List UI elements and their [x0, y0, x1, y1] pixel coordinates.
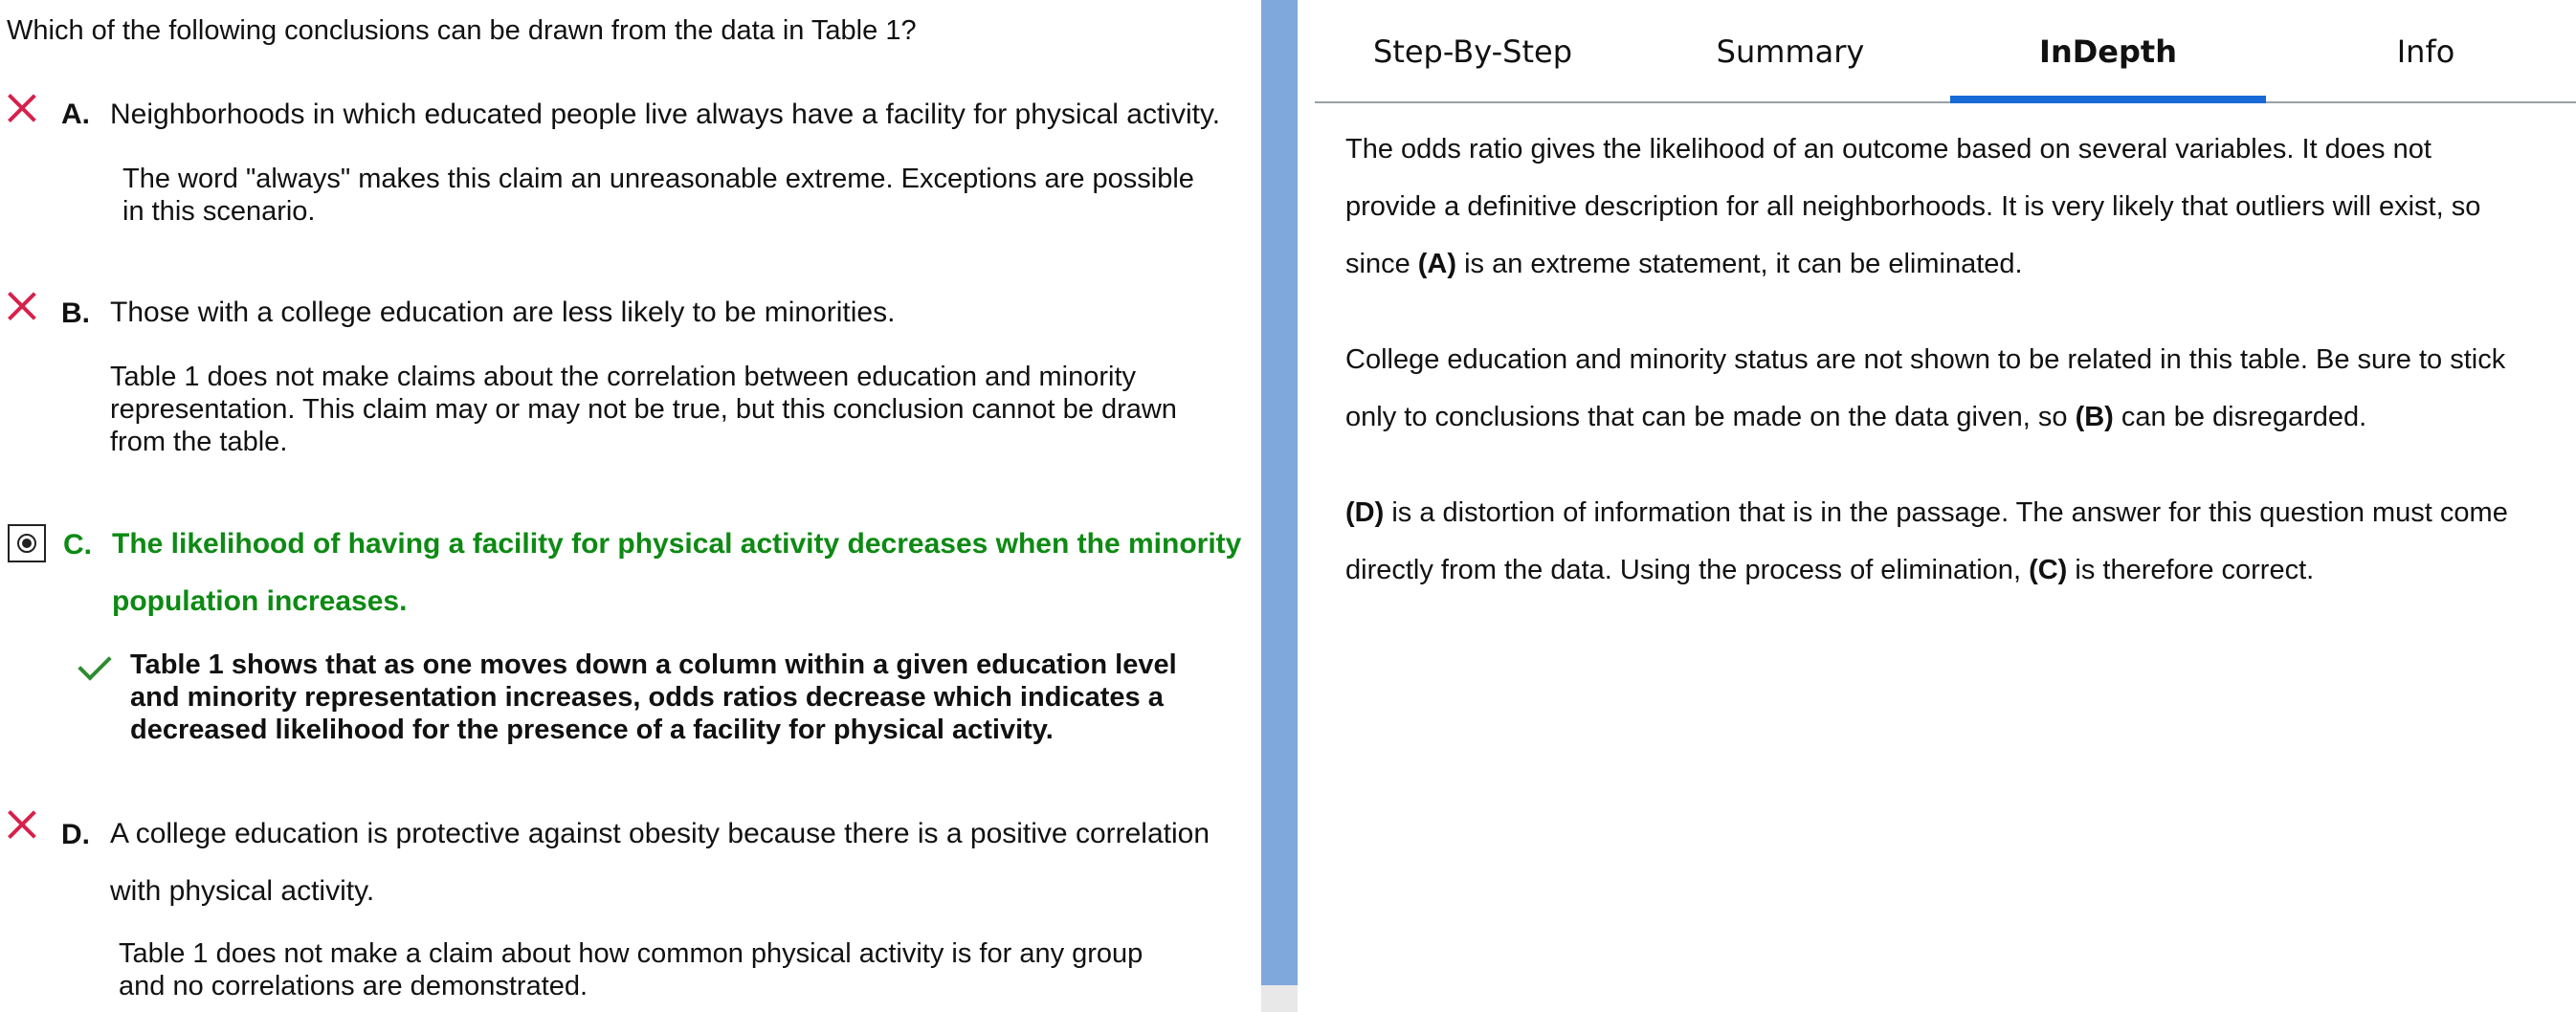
choice-text: A college education is protective against obesity because there is a positive correlation with physical activity. [110, 818, 1210, 907]
tab-info[interactable]: Info [2396, 33, 2455, 70]
tab-step-by-step[interactable]: Step-By-Step [1373, 33, 1572, 70]
choice-text: The likelihood of having a facility for physical activity decreases when the minority population increases. [112, 528, 1242, 617]
incorrect-x-icon [8, 810, 36, 839]
correct-check-icon [78, 654, 115, 681]
choice-text: Those with a college education are less likely to be minorities. [110, 297, 896, 328]
incorrect-x-icon [8, 292, 36, 320]
choice-explanation: The word "always" makes this claim an unreasonable extreme. Exceptions are possible in this scenario. [122, 164, 1194, 227]
choice-text: Neighborhoods in which educated people live always have a facility for physical activity. [110, 99, 1221, 130]
question-text: Which of the following conclusions can be drawn from the data in Table 1? [7, 15, 917, 46]
choice-letter: D. [61, 819, 90, 850]
indepth-paragraph-2: College education and minority status are not shown to be related in this table. Be sure to stick only to conclusions that can be made on the data given, so (B) can be disregarded. [1345, 344, 2506, 432]
active-tab-indicator [1950, 96, 2266, 103]
explanation-tabs [1315, 0, 2576, 103]
scrollbar-thumb[interactable] [1261, 985, 1298, 1012]
choice-explanation: Table 1 does not make a claim about how common physical activity is for any group and no correlations are demonstrated. [119, 938, 1144, 1001]
explanation-pane [1298, 0, 2576, 1012]
choice-letter: B. [61, 297, 90, 329]
indepth-paragraph-1: The odds ratio gives the likelihood of an outcome based on several variables. It does not provide a definitive description for all neighborhoods. It is very likely that outliers will exist, so since (A) is an extreme statement, it can be eliminated. [1345, 134, 2481, 279]
choice-explanation: Table 1 does not make claims about the correlation between education and minority representation. This claim may or may not be true, but this conclusion cannot be drawn from the table. [110, 362, 1177, 457]
incorrect-x-icon [8, 94, 36, 122]
tab-indepth[interactable]: InDepth [1950, 0, 2266, 101]
choice-letter: A. [61, 99, 90, 130]
choice-letter: C. [63, 529, 92, 561]
choice-explanation: Table 1 shows that as one moves down a column within a given education level and minority representation increases, odds ratios decrease which indicates a decreased likelihood for the presence of a facility for physical activity. [130, 649, 1177, 745]
question-pane [0, 0, 1261, 1012]
tab-summary[interactable]: Summary [1716, 33, 1865, 70]
selected-radio-icon[interactable] [8, 524, 46, 562]
pane-divider-scrollbar[interactable] [1261, 0, 1298, 1012]
indepth-paragraph-3: (D) is a distortion of information that is in the passage. The answer for this question must come directly from the data. Using the process of elimination, (C) is therefore correct. [1345, 497, 2508, 585]
